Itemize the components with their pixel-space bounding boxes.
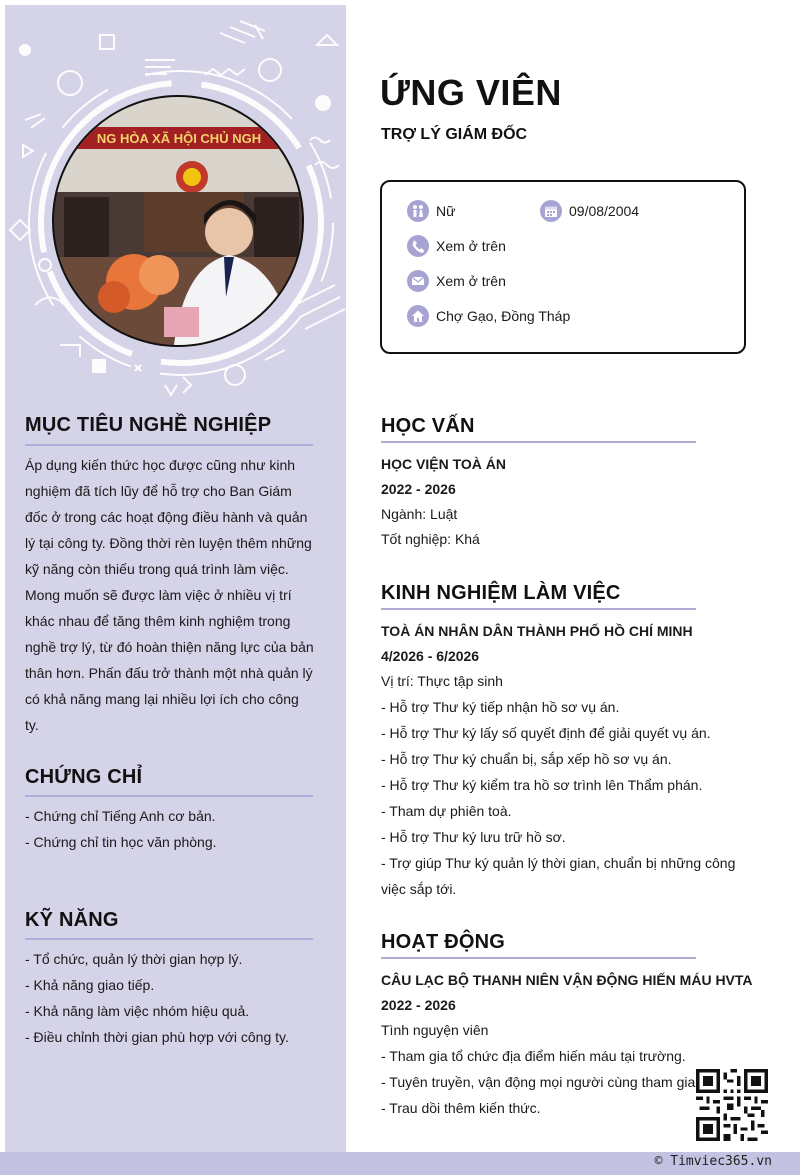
- activity-line: - Tham gia tổ chức địa điểm hiến máu tại trường.: [381, 1048, 686, 1064]
- activity-org: CÂU LẠC BỘ THANH NIÊN VẬN ĐỘNG HIẾN MÁU HVTA: [381, 972, 753, 988]
- certificates-title: CHỨNG CHỈ: [25, 766, 143, 788]
- experience-details: [381, 619, 735, 902]
- education-details: [381, 452, 506, 552]
- objective-line: nghề trợ lý, từ đó hoàn thiện năng lực của bản: [25, 639, 314, 655]
- address-row: [407, 305, 570, 327]
- objective-line: khác nhau để tăng thêm kinh nghiệm trong: [25, 613, 291, 629]
- address-value: Chợ Gạo, Đồng Tháp: [436, 308, 571, 324]
- experience-line: - Hỗ trợ Thư ký lấy số quyết định để giải quyết vụ án.: [381, 725, 711, 741]
- email-row: [407, 270, 506, 292]
- objective-line: ty.: [25, 717, 39, 733]
- birthdate-row: [540, 200, 639, 222]
- activity-line: - Trau dồi thêm kiến thức.: [381, 1100, 541, 1116]
- activity-role: Tình nguyện viên: [381, 1022, 489, 1038]
- education-major: Ngành: Luật: [381, 506, 458, 522]
- svg-text:NG HÒA XÃ HỘI CHỦ NGH: NG HÒA XÃ HỘI CHỦ NGH: [96, 131, 262, 146]
- education-title: HỌC VẤN: [381, 415, 475, 437]
- skills-divider: [25, 938, 313, 940]
- objective-line: nghiệm đã tích lũy để hỗ trợ cho Ban Giám: [25, 483, 292, 499]
- experience-divider: [381, 608, 696, 610]
- phone-icon: [407, 235, 429, 257]
- home-icon: [407, 305, 429, 327]
- education-divider: [381, 441, 696, 443]
- qr-code: [696, 1069, 768, 1141]
- skills-title: KỸ NĂNG: [25, 909, 119, 931]
- education-period: 2022 - 2026: [381, 481, 456, 497]
- experience-line: - Hỗ trợ Thư ký kiểm tra hồ sơ trình lên Thẩm phán.: [381, 777, 703, 793]
- objective-title: MỤC TIÊU NGHỀ NGHIỆP: [25, 414, 272, 436]
- experience-line: - Hỗ trợ Thư ký tiếp nhận hồ sơ vụ án.: [381, 699, 620, 715]
- experience-line: - Trợ giúp Thư ký quản lý thời gian, chuẩn bị những công: [381, 855, 736, 871]
- skill-item: - Điều chỉnh thời gian phù hợp với công ty.: [25, 1029, 289, 1045]
- objective-line: thân hơn. Phấn đấu trở thành một nhà quản lý: [25, 665, 313, 681]
- experience-line: - Tham dự phiên toà.: [381, 803, 512, 819]
- gender-row: [407, 200, 455, 222]
- job-title: TRỢ LÝ GIÁM ĐỐC: [381, 126, 528, 143]
- experience-position: Vị trí: Thực tập sinh: [381, 673, 503, 689]
- certificate-item: - Chứng chỉ tin học văn phòng.: [25, 834, 217, 850]
- objective-divider: [25, 444, 313, 446]
- experience-period: 4/2026 - 6/2026: [381, 648, 480, 664]
- email-value: Xem ở trên: [436, 273, 506, 289]
- objective-line: có khả năng mang lại nhiều lợi ích cho công: [25, 691, 299, 707]
- skill-item: - Tổ chức, quản lý thời gian hợp lý.: [25, 951, 243, 967]
- phone-row: [407, 235, 506, 257]
- experience-line: việc sắp tới.: [381, 881, 457, 897]
- gender-value: Nữ: [436, 203, 456, 219]
- skill-item: - Khả năng giao tiếp.: [25, 977, 155, 993]
- activity-period: 2022 - 2026: [381, 997, 456, 1013]
- objective-line: Áp dụng kiến thức học được cũng như kinh: [25, 457, 296, 473]
- certificates-list: [25, 803, 217, 855]
- footer-copyright: © Timviec365.vn: [654, 1154, 772, 1169]
- experience-line: - Hỗ trợ Thư ký chuẩn bị, sắp xếp hồ sơ vụ án.: [381, 751, 672, 767]
- gender-icon: [407, 200, 429, 222]
- experience-title: KINH NGHIỆM LÀM VIỆC: [381, 582, 621, 604]
- candidate-name: ỨNG VIÊN: [380, 72, 562, 113]
- skill-item: - Khả năng làm việc nhóm hiệu quả.: [25, 1003, 250, 1019]
- activities-title: HOẠT ĐỘNG: [381, 931, 506, 953]
- objective-line: kỹ năng còn thiếu trong quá trình làm việc.: [25, 561, 289, 577]
- activities-divider: [381, 957, 696, 959]
- experience-line: - Hỗ trợ Thư ký lưu trữ hồ sơ.: [381, 829, 566, 845]
- candidate-photo: [52, 95, 304, 347]
- objective-line: Mong muốn sẽ được làm việc ở nhiều vị trí: [25, 587, 292, 603]
- email-icon: [407, 270, 429, 292]
- company-name: TOÀ ÁN NHÂN DÂN THÀNH PHỐ HỒ CHÍ MINH: [381, 623, 693, 639]
- birthdate-value: 09/08/2004: [569, 203, 640, 219]
- objective-line: đốc ở trong các hoạt động điều hành và quản: [25, 509, 308, 525]
- skills-list: [25, 946, 289, 1050]
- phone-value: Xem ở trên: [436, 238, 506, 254]
- contact-info-box: [380, 180, 746, 354]
- activity-line: - Tuyên truyền, vận động mọi người cùng tham gia: [381, 1074, 696, 1090]
- calendar-icon: [540, 200, 562, 222]
- school-name: HỌC VIỆN TOÀ ÁN: [381, 456, 506, 472]
- footer: [0, 1152, 800, 1175]
- objective-text: [25, 452, 314, 738]
- certificates-divider: [25, 795, 313, 797]
- education-grade: Tốt nghiệp: Khá: [381, 531, 480, 547]
- objective-line: lý tại công ty. Đồng thời rèn luyện thêm những: [25, 535, 312, 551]
- certificate-item: - Chứng chỉ Tiếng Anh cơ bản.: [25, 808, 216, 824]
